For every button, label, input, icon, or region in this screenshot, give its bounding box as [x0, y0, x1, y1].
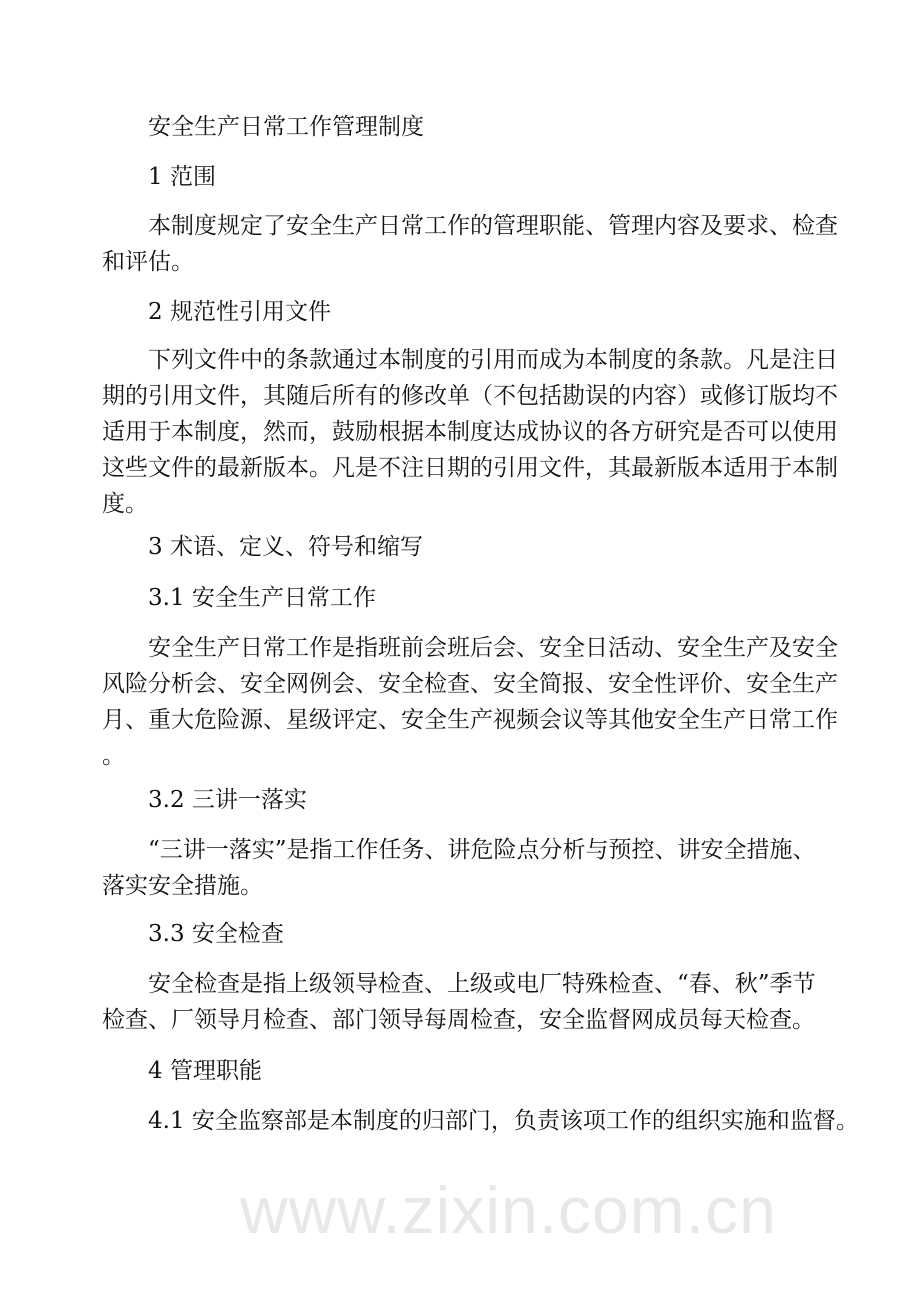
text-line: 本制度规定了安全生产日常工作的管理职能、管理内容及要求、检查	[148, 213, 838, 239]
text-line: 度。	[102, 491, 148, 517]
text-line: 和评估。	[102, 249, 194, 275]
section-3-heading	[102, 529, 842, 565]
text-line: 检查、厂领导月检查、部门领导每周检查，安全监督网成员每天检查。	[102, 1007, 815, 1033]
text-line: 下列文件中的条款通过本制度的引用而成为本制度的条款。凡是注日	[148, 347, 838, 373]
section-4-heading	[102, 1053, 842, 1089]
section-1-heading	[102, 159, 842, 195]
text-line: 3.1 安全生产日常工作	[148, 585, 376, 611]
section-3-2-text	[102, 832, 842, 904]
text-line: 。	[102, 743, 125, 769]
text-line: 2 规范性引用文件	[148, 299, 331, 325]
section-3-3-heading	[102, 916, 842, 952]
text-line: 安全检查是指上级领导检查、上级或电厂特殊检查、“春、秋”季节	[148, 971, 816, 997]
text-line: 适用于本制度，然而，鼓励根据本制度达成协议的各方研究是否可以使用	[102, 419, 838, 445]
text-line: 3.3 安全检查	[148, 921, 284, 947]
section-2-heading	[102, 294, 842, 330]
text-line: 3.2 三讲一落实	[148, 787, 307, 813]
text-line: 3 术语、定义、符号和缩写	[148, 534, 423, 560]
watermark: www.zixin.com.cn	[240, 1173, 777, 1247]
section-3-3-text	[102, 966, 842, 1038]
text-line: 月、重大危险源、星级评定、安全生产视频会议等其他安全生产日常工作	[102, 707, 838, 733]
section-1-text	[102, 208, 842, 280]
text-line: 落实安全措施。	[102, 873, 263, 899]
doc-title	[102, 109, 842, 145]
section-3-1-heading	[102, 580, 842, 616]
text-line: 1 范围	[148, 164, 216, 190]
text-line: 风险分析会、安全网例会、安全检查、安全简报、安全性评价、安全生产	[102, 671, 838, 697]
text-line: 这些文件的最新版本。凡是不注日期的引用文件，其最新版本适用于本制	[102, 455, 838, 481]
section-4-1-text	[102, 1103, 859, 1139]
section-3-2-heading	[102, 782, 842, 818]
text-line: 4.1 安全监察部是本制度的归部门，负责该项工作的组织实施和监督。	[148, 1108, 859, 1134]
section-3-1-text	[102, 630, 842, 774]
text-line: 期的引用文件，其随后所有的修改单（不包括勘误的内容）或修订版均不	[102, 383, 838, 409]
text-line: “三讲一落实”是指工作任务、讲危险点分析与预控、讲安全措施、	[148, 837, 816, 863]
text-line: 安全生产日常工作是指班前会班后会、安全日活动、安全生产及安全	[148, 635, 838, 661]
text-line: 安全生产日常工作管理制度	[148, 114, 424, 140]
text-line: 4 管理职能	[148, 1058, 262, 1084]
section-2-text	[102, 342, 842, 522]
